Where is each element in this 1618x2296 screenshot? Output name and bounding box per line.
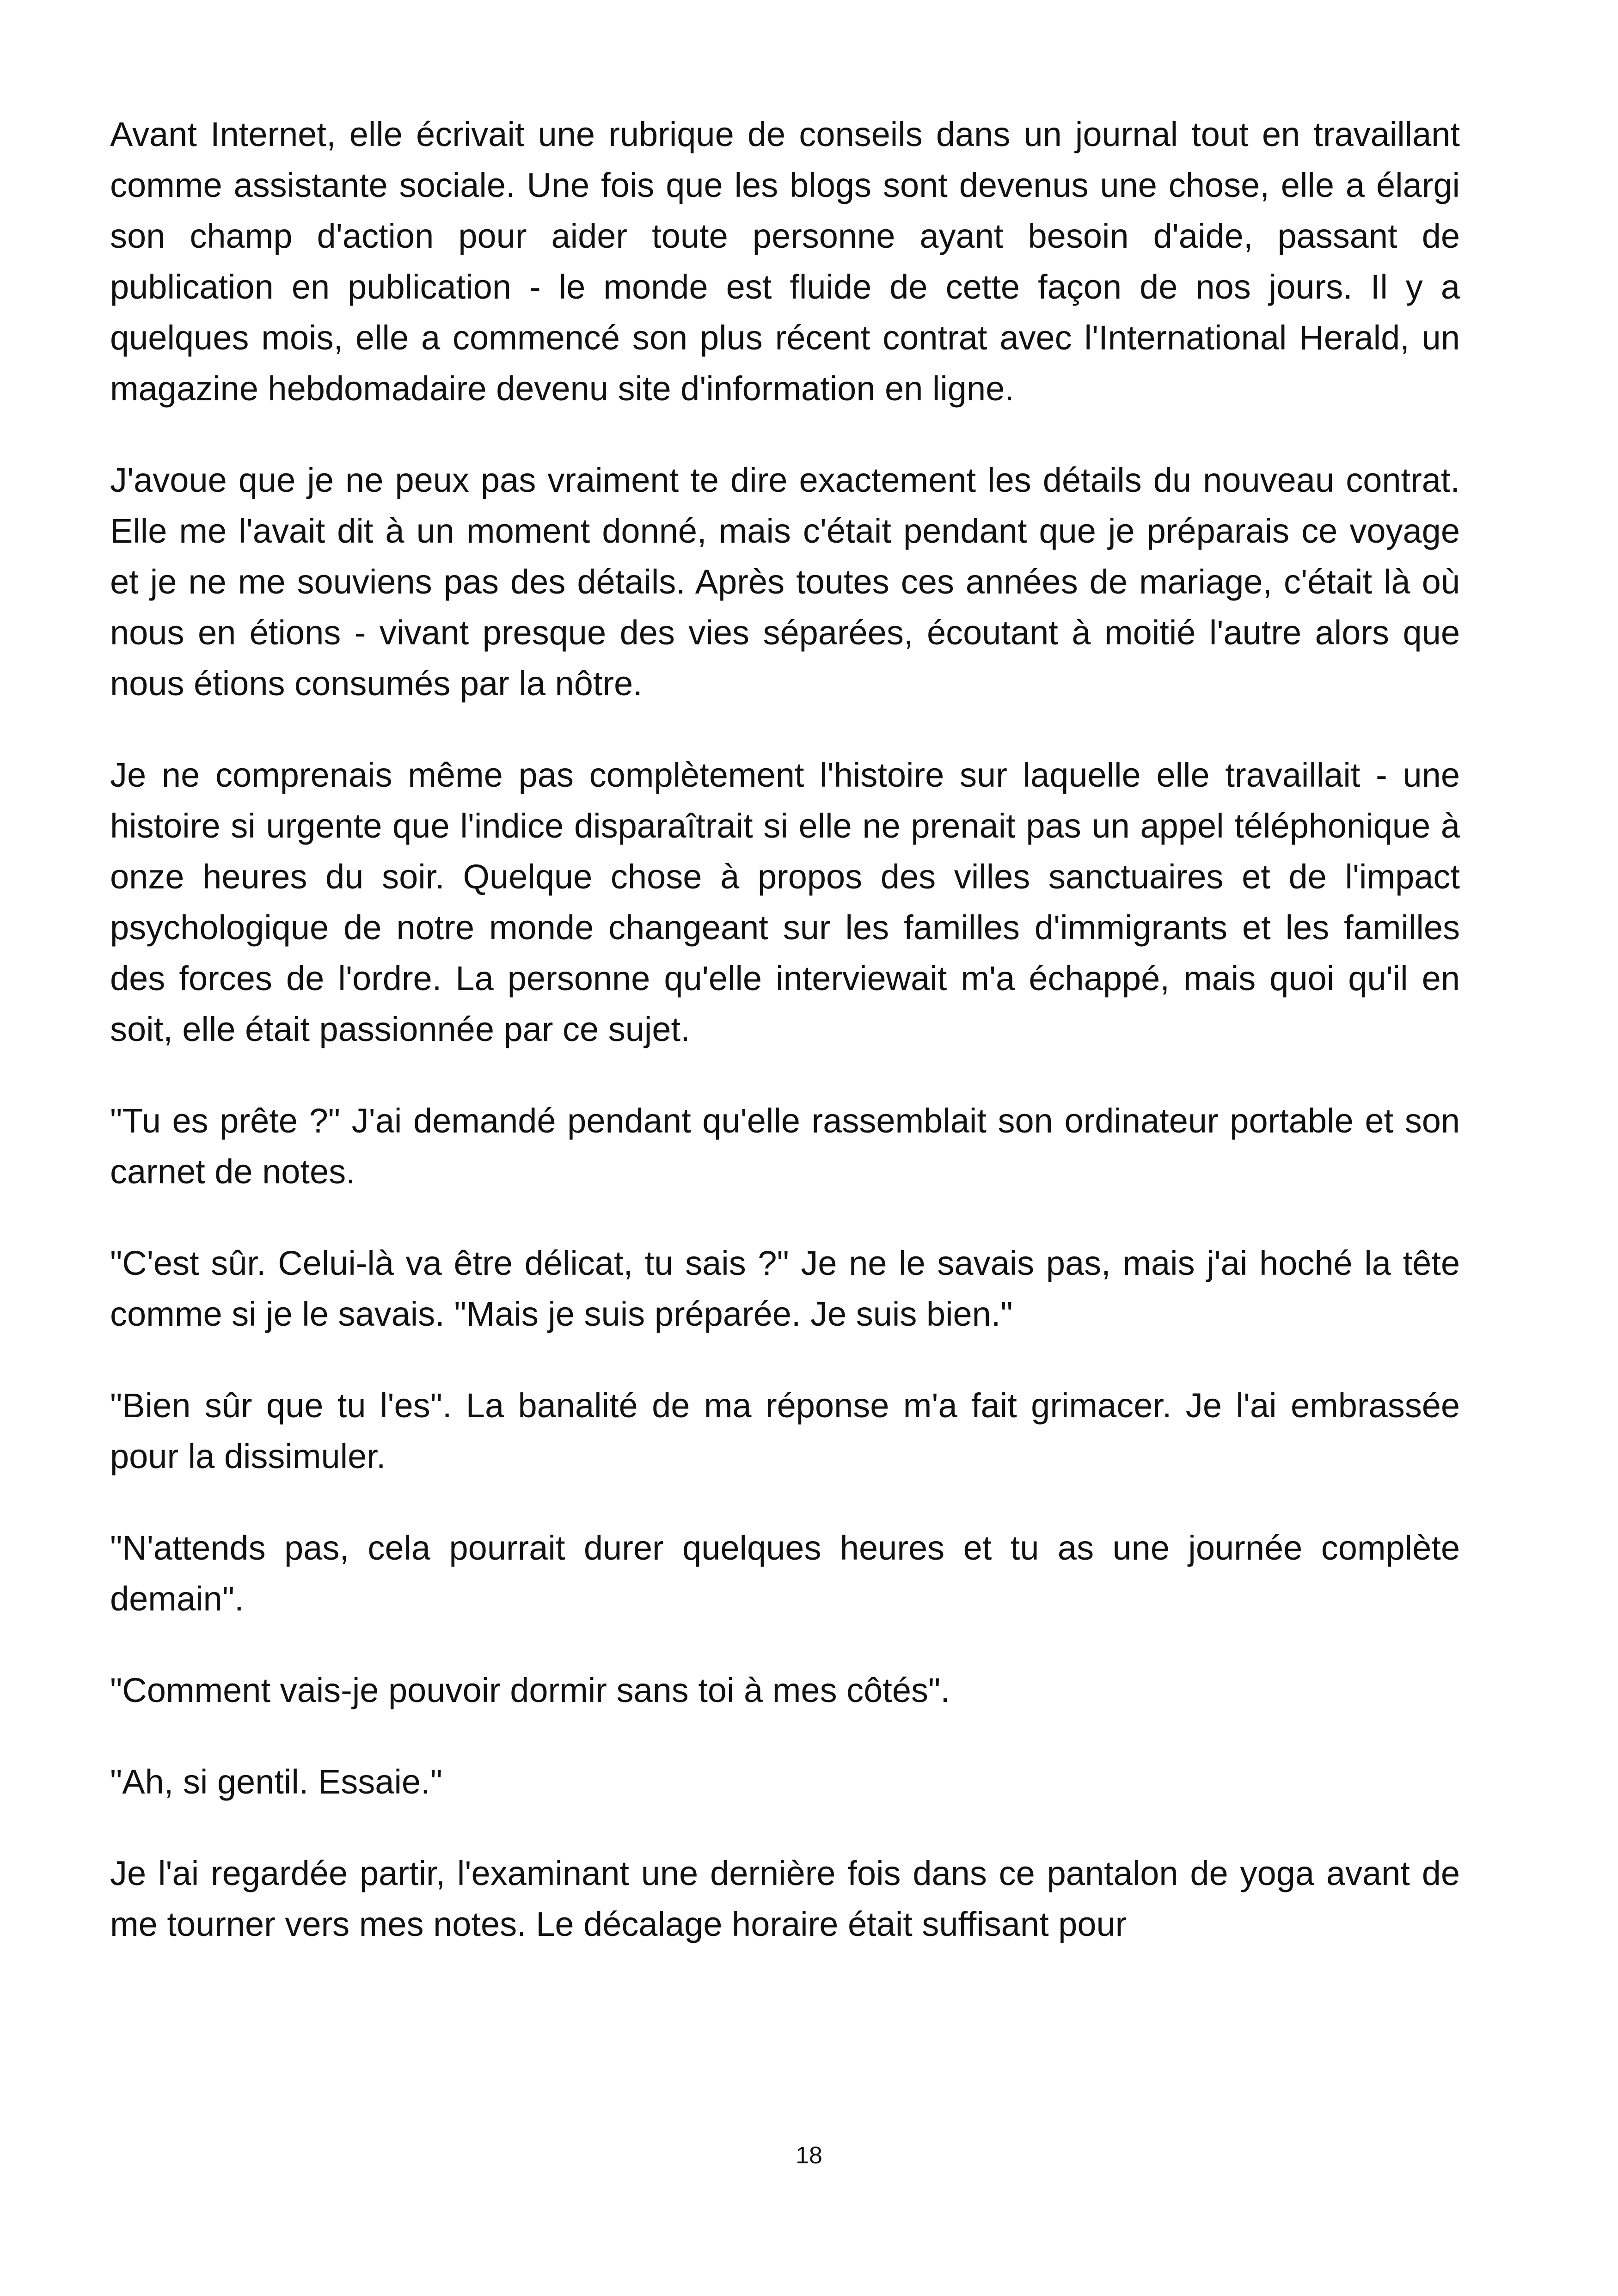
paragraph-9: "Ah, si gentil. Essaie.": [110, 1763, 442, 1801]
paragraph-10: Je l'ai regardée partir, l'examinant une dernière fois dans ce pantalon de yoga avant de me tourner vers mes notes. Le décalage horaire était suffisant pour: [110, 1854, 1460, 1943]
paragraph-2: J'avoue que je ne peux pas vraiment te dire exactement les détails du nouveau contrat. Elle me l'avait dit à un moment donné, mais c'était pendant que je préparais ce voyage et je ne me souviens pas des détails. Après toutes ces années de mariage, c'était là où nous en étions - vivant presque des vies séparées, écoutant à moitié l'autre alors que nous étions consumés par la nôtre.: [110, 461, 1460, 703]
paragraph-7: "N'attends pas, cela pourrait durer quelques heures et tu as une journée complète demain".: [110, 1529, 1460, 1618]
paragraph-5: "C'est sûr. Celui-là va être délicat, tu sais ?" Je ne le savais pas, mais j'ai hoché la tête comme si je le savais. "Mais je suis préparée. Je suis bien.": [110, 1244, 1460, 1333]
body-text: [110, 109, 1460, 1950]
paragraph-4: "Tu es prête ?" J'ai demandé pendant qu'elle rassemblait son ordinateur portable et son carnet de notes.: [110, 1102, 1460, 1191]
paragraph-3: Je ne comprenais même pas complètement l'histoire sur laquelle elle travaillait - une histoire si urgente que l'indice disparaîtrait si elle ne prenait pas un appel téléphonique à onze heures du soir. Quelque chose à propos des villes sanctuaires et de l'impact psychologique de notre monde changeant sur les familles d'immigrants et les familles des forces de l'ordre. La personne qu'elle interviewait m'a échappé, mais quoi qu'il en soit, elle était passionnée par ce sujet.: [110, 756, 1460, 1048]
paragraph-6: "Bien sûr que tu l'es". La banalité de ma réponse m'a fait grimacer. Je l'ai embrassée pour la dissimuler.: [110, 1386, 1460, 1476]
page-number: 18: [796, 2142, 822, 2169]
paragraph-1: Avant Internet, elle écrivait une rubrique de conseils dans un journal tout en travaillant comme assistante sociale. Une fois que les blogs sont devenus une chose, elle a élargi son champ d'action pour aider toute personne ayant besoin d'aide, passant de publication en publication - le monde est fluide de cette façon de nos jours. Il y a quelques mois, elle a commencé son plus récent contrat avec l'International Herald, un magazine hebdomadaire devenu site d'information en ligne.: [110, 115, 1460, 408]
paragraph-8: "Comment vais-je pouvoir dormir sans toi à mes côtés".: [110, 1671, 950, 1709]
